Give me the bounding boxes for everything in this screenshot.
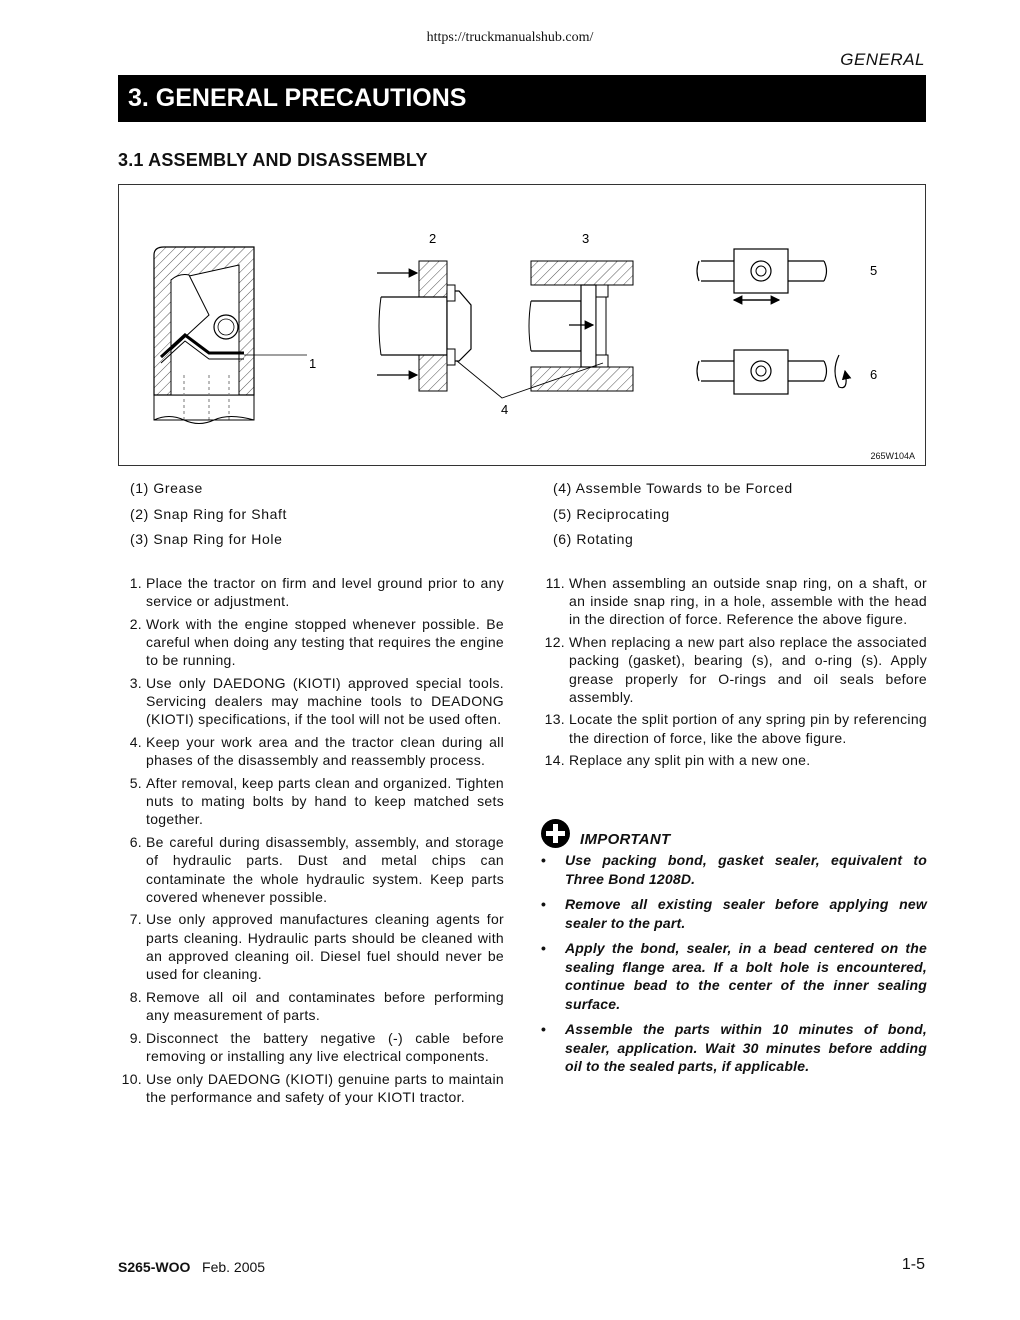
legend-item: (3) Snap Ring for Hole — [130, 531, 283, 547]
footer-document-code — [118, 1259, 265, 1275]
callout-6: 6 — [870, 367, 878, 382]
section-subtitle: 3.1 ASSEMBLY AND DISASSEMBLY — [118, 150, 428, 170]
step-item — [118, 910, 504, 983]
callout-1: 1 — [309, 356, 317, 371]
steps-right-column — [541, 574, 927, 774]
important-notice — [541, 818, 927, 1083]
step-item — [118, 733, 504, 769]
assembly-diagram — [119, 185, 927, 467]
step-text: Replace any split pin with a new one. — [569, 752, 811, 769]
step-item — [541, 633, 927, 706]
oil-seal-drawing — [154, 247, 307, 424]
step-item — [118, 574, 504, 610]
step-text: Be careful during disassembly, assembly, and storage of hydraulic parts. Dust and metal chips can contaminate the whole hydraulic system. Keep parts covered whenever possible. — [146, 834, 504, 905]
step-number: 2. — [129, 615, 142, 632]
important-header — [541, 818, 927, 848]
step-text: Place the tractor on firm and level ground prior to any service or adjustment. — [146, 575, 504, 610]
step-number: 8. — [129, 988, 142, 1005]
legend-left — [130, 480, 287, 557]
important-bullet: • Use packing bond, gasket sealer, equivalent to Three Bond 1208D. — [541, 852, 927, 887]
step-number: 10. — [121, 1070, 142, 1087]
step-item — [541, 710, 927, 746]
step-number: 6. — [129, 834, 142, 851]
step-number: 5. — [129, 775, 142, 792]
step-text: After removal, keep parts clean and organized. Tighten nuts to mating bolts by hand to keep matched sets together. — [146, 775, 504, 828]
step-number: 12. — [544, 634, 565, 651]
important-bullet: • Assemble the parts within 10 minutes of bond, sealer, application. Wait 30 minutes before adding oil to the sealed parts, if applicable. — [541, 1021, 927, 1074]
bullet-text: Use packing bond, gasket sealer, equivalent to Three Bond 1208D. — [565, 852, 927, 887]
page-number: 1-5 — [901, 1256, 925, 1273]
legend-item: (6) Rotating — [553, 531, 634, 547]
step-item — [118, 988, 504, 1024]
rotating-pin-drawing — [697, 350, 846, 394]
section-label: GENERAL — [840, 50, 925, 69]
step-number: 4. — [129, 734, 142, 751]
source-url[interactable]: https://truckmanualshub.com/ — [426, 30, 594, 45]
legend-item: (1) Grease — [130, 480, 203, 496]
step-item — [118, 615, 504, 670]
step-text: Use only approved manufactures cleaning agents for parts cleaning. Hydraulic parts should be cleaned with an approved cleaning oil. Diesel fuel should never be used for cleaning. — [146, 911, 504, 983]
assembly-figure — [118, 184, 926, 466]
important-bullet: • Remove all existing sealer before applying new sealer to the part. — [541, 896, 927, 931]
legend-item: (4) Assemble Towards to be Forced — [553, 480, 793, 496]
steps-left-column — [118, 574, 504, 1110]
step-text: Use only DAEDONG (KIOTI) genuine parts to maintain the performance and safety of your KIOTI tractor. — [146, 1070, 504, 1105]
legend-right — [553, 480, 793, 557]
step-text: When assembling an outside snap ring, on a shaft, or an inside snap ring, in a hole, assemble with the head in the direction of force. Reference the above figure. — [569, 575, 927, 628]
step-number: 13. — [544, 711, 565, 728]
step-item — [118, 833, 504, 906]
legend-item: (5) Reciprocating — [553, 505, 670, 522]
step-text: Remove all oil and contaminates before performing any measurement of parts. — [146, 988, 504, 1023]
step-text: Keep your work area and the tractor clean during all phases of the disassembly and reassembly process. — [146, 734, 504, 769]
step-number: 9. — [129, 1029, 142, 1046]
step-number: 3. — [129, 675, 142, 692]
step-text: Locate the split portion of any spring pin by referencing the direction of force, like the above figure. — [569, 711, 927, 746]
step-text: Work with the engine stopped whenever possible. Be careful when doing any testing that requires the engine to be running. — [146, 615, 504, 669]
bullet-text: Assemble the parts within 10 minutes of bond, sealer, application. Wait 30 minutes before adding oil to the sealed parts, if applicable. — [565, 1021, 927, 1074]
step-item — [541, 574, 927, 629]
bullet-text: Remove all existing sealer before applying new sealer to the part. — [565, 896, 927, 931]
step-text: Disconnect the battery negative (-) cable before removing or installing any live electrical components. — [146, 1029, 504, 1064]
important-bullets — [541, 851, 927, 1076]
step-item — [118, 1070, 504, 1106]
bullet-text: Apply the bond, sealer, in a bead centered on the sealing flange area. If a bolt hole is encountered, continue bead to the center of the inner sealing surface. — [565, 940, 927, 1012]
step-number: 1. — [129, 575, 142, 591]
callout-4: 4 — [501, 402, 509, 417]
shaft-snap-ring-drawing — [377, 261, 471, 391]
figure-code: 265W104A — [870, 451, 915, 461]
callout-2: 2 — [429, 231, 437, 246]
step-item — [118, 774, 504, 829]
important-title: IMPORTANT — [580, 830, 671, 848]
step-item — [541, 751, 927, 769]
document-date: Feb. 2005 — [202, 1259, 266, 1275]
callout-3: 3 — [582, 231, 590, 246]
step-text: When replacing a new part also replace the associated packing (gasket), bearing (s), and o-ring (s). Apply grease properly for O-rings and oil seals before assembly. — [569, 634, 927, 705]
page-title: 3. GENERAL PRECAUTIONS — [118, 75, 926, 122]
hole-snap-ring-drawing — [529, 261, 633, 391]
step-text: Use only DAEDONG (KIOTI) approved special tools. Servicing dealers may machine tools to DEADONG (KIOTI) specifications, if the tool will not be used often. — [146, 675, 504, 728]
step-item — [118, 1029, 504, 1065]
important-bullet: • Apply the bond, sealer, in a bead centered on the sealing flange area. If a bolt hole is encountered, continue bead to the center of the inner sealing surface. — [541, 940, 927, 1012]
step-number: 11. — [545, 575, 565, 591]
legend-item: (2) Snap Ring for Shaft — [130, 505, 287, 522]
important-plus-icon — [541, 819, 570, 848]
step-item — [118, 674, 504, 729]
document-code: S265-WOO — [118, 1259, 191, 1275]
step-number: 7. — [129, 911, 142, 928]
reciprocating-pin-drawing — [697, 249, 827, 300]
step-number: 14. — [544, 752, 565, 769]
callout-5: 5 — [870, 263, 878, 278]
